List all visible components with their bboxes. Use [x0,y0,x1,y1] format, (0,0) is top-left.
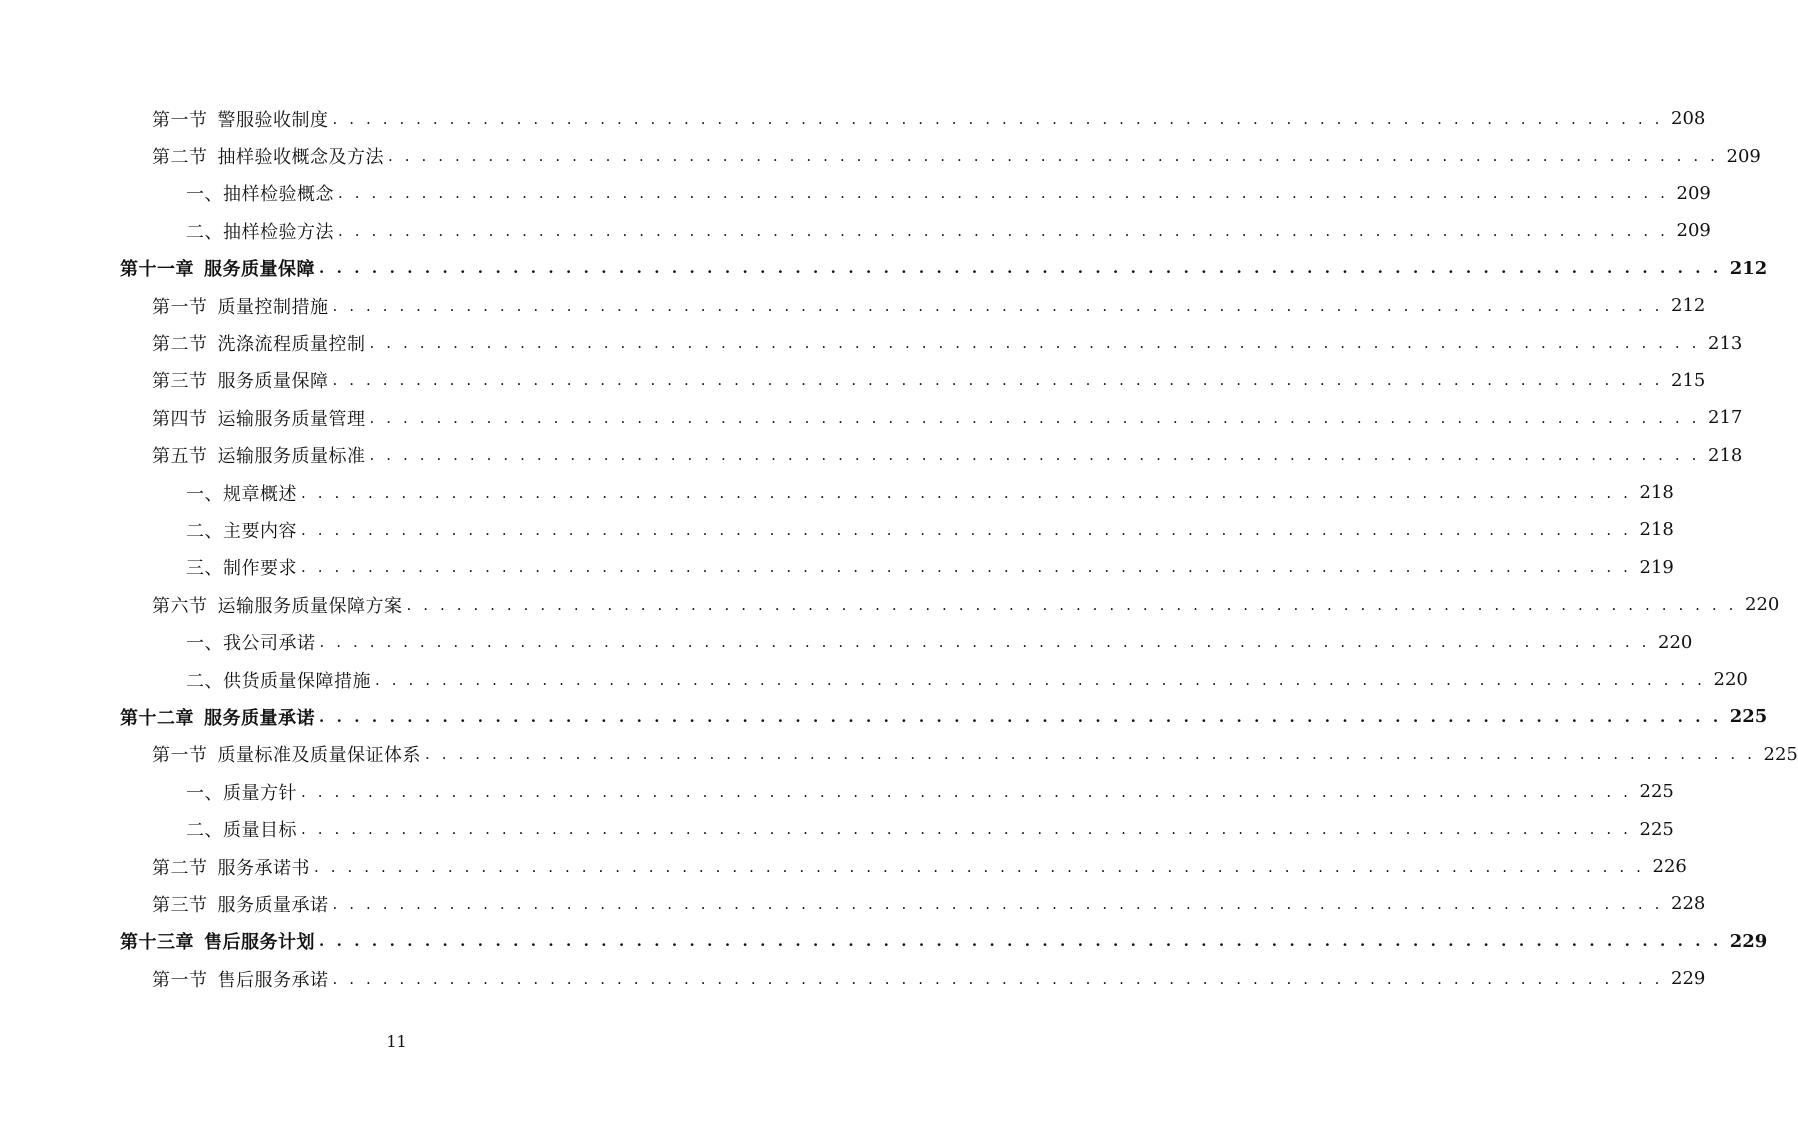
toc-entry-page: 217 [1708,407,1743,429]
toc-section-entry[interactable] [0,437,1743,474]
toc-entry-page: 212 [1671,295,1706,317]
toc-subsection-entry[interactable] [0,175,1711,212]
toc-entry-label [152,854,310,880]
toc-subsection-entry[interactable] [0,623,1693,660]
page-number: 11 [386,1032,407,1051]
toc-entry-label [120,255,315,281]
toc-subsection-entry[interactable] [0,661,1748,698]
toc-entry-page: 225 [1639,818,1674,840]
toc-entry-title: 二、抽样检验方法 [186,221,334,243]
toc-entry-label [152,293,329,319]
toc-entry-label [152,367,329,393]
table-of-contents [0,100,1798,997]
toc-section-entry[interactable] [0,736,1798,773]
toc-entry-title: 服务质量保障 [217,371,329,393]
toc-entry-page: 218 [1708,444,1743,466]
toc-entry-number: 第六节 [152,595,208,617]
dot-leader: . . . . . . . . . . . . . . . . . . . . . . . . . . . . . . . . . . . . . . . . . . . . . . . . . . . . . . . . . . . . . . . . . . . . . . . . . . . . . . . . [369,446,1701,465]
toc-entry-label [186,779,297,805]
toc-entry-title: 质量控制措施 [217,296,329,318]
toc-entry-number: 第三节 [152,894,208,916]
toc-entry-label [152,741,421,767]
dot-leader: . . . . . . . . . . . . . . . . . . . . . . . . . . . . . . . . . . . . . . . . . . . . . . . . . . . . . . . . . . . . . . . . . . . . . . . . . . . . . . . . [332,296,1664,315]
toc-entry-page: 215 [1671,369,1706,391]
toc-entry-label [186,816,297,842]
toc-entry-label [120,704,315,730]
toc-entry-page: 225 [1763,743,1798,765]
toc-entry-label [120,928,315,954]
toc-entry-title: 一、规章概述 [186,483,297,505]
toc-entry-page: 226 [1652,856,1687,877]
toc-section-entry[interactable] [0,586,1780,623]
dot-leader: . . . . . . . . . . . . . . . . . . . . . . . . . . . . . . . . . . . . . . . . . . . . . . . . . . . . . . . . . . . . . . . . . . . . . . . . . . . . . . . . [338,221,1669,240]
toc-entry-title: 服务承诺书 [217,857,310,879]
toc-entry-title: 二、主要内容 [186,520,297,542]
toc-entry-number: 第一节 [152,745,208,767]
toc-entry-title: 质量标准及质量保证体系 [217,745,421,767]
toc-section-entry[interactable] [0,960,1706,997]
toc-subsection-entry[interactable] [0,549,1674,586]
toc-entry-label [186,554,297,580]
toc-entry-title: 一、质量方针 [186,782,297,804]
dot-leader: . . . . . . . . . . . . . . . . . . . . . . . . . . . . . . . . . . . . . . . . . . . . . . . . . . . . . . . . . . . . . . . . . . . . . . . . . . . . . . . . [332,894,1664,913]
dot-leader: . . . . . . . . . . . . . . . . . . . . . . . . . . . . . . . . . . . . . . . . . . . . . . . . . . . . . . . . . . . . . . . . . . . . . . . . . . . . . . . . [332,371,1664,390]
toc-entry-number: 第一节 [152,109,208,131]
toc-section-entry[interactable] [0,362,1706,399]
dot-leader: . . . . . . . . . . . . . . . . . . . . . . . . . . . . . . . . . . . . . . . . . . . . . . . . . . . . . . . . . . . . . . . . . . . . . . . . . . . . . . . . [301,820,1632,839]
toc-entry-title: 二、质量目标 [186,820,297,842]
toc-entry-label [152,143,384,169]
dot-leader: . . . . . . . . . . . . . . . . . . . . . . . . . . . . . . . . . . . . . . . . . . . . . . . . . . . . . . . . . . . . . . . . . . . . . . . . . . . . . . . . [406,595,1738,614]
toc-entry-page: 208 [1671,108,1706,130]
dot-leader: . . . . . . . . . . . . . . . . . . . . . . . . . . . . . . . . . . . . . . . . . . . . . . . . . . . . . . . . . . . . . . . . . . . . . . . . . . . . . . . . [319,259,1722,278]
toc-entry-label [152,330,366,356]
toc-entry-label [186,480,297,506]
toc-section-entry[interactable] [0,324,1743,361]
dot-leader: . . . . . . . . . . . . . . . . . . . . . . . . . . . . . . . . . . . . . . . . . . . . . . . . . . . . . . . . . . . . . . . . . . . . . . . . . . . . . . . . [388,147,1719,166]
toc-entry-page: 209 [1676,182,1711,204]
toc-section-entry[interactable] [0,848,1687,885]
toc-entry-label [152,442,366,468]
toc-entry-page: 220 [1745,594,1780,616]
toc-entry-label [152,405,366,431]
toc-entry-label [186,517,297,543]
toc-entry-label [152,891,329,917]
toc-subsection-entry[interactable] [0,810,1674,847]
toc-entry-page: 218 [1639,519,1674,541]
toc-entry-title: 运输服务质量保障方案 [217,595,403,617]
toc-entry-page: 225 [1729,706,1768,728]
toc-entry-title: 警服验收制度 [217,109,329,131]
toc-entry-title: 运输服务质量管理 [217,408,366,430]
toc-entry-number: 第二节 [152,147,208,169]
toc-entry-label [186,218,334,244]
toc-entry-title: 一、我公司承诺 [186,633,316,655]
toc-entry-label [186,667,371,693]
dot-leader: . . . . . . . . . . . . . . . . . . . . . . . . . . . . . . . . . . . . . . . . . . . . . . . . . . . . . . . . . . . . . . . . . . . . . . . . . . . . . . . . [425,745,1756,764]
toc-entry-label [186,180,334,206]
toc-entry-label [186,629,316,655]
dot-leader: . . . . . . . . . . . . . . . . . . . . . . . . . . . . . . . . . . . . . . . . . . . . . . . . . . . . . . . . . . . . . . . . . . . . . . . . . . . . . . . . [319,633,1651,652]
dot-leader: . . . . . . . . . . . . . . . . . . . . . . . . . . . . . . . . . . . . . . . . . . . . . . . . . . . . . . . . . . . . . . . . . . . . . . . . . . . . . . . . [319,932,1722,951]
toc-entry-number: 第十一章 [120,259,194,281]
toc-section-entry[interactable] [0,137,1761,174]
toc-section-entry[interactable] [0,399,1743,436]
toc-entry-page: 218 [1639,482,1674,504]
dot-leader: . . . . . . . . . . . . . . . . . . . . . . . . . . . . . . . . . . . . . . . . . . . . . . . . . . . . . . . . . . . . . . . . . . . . . . . . . . . . . . . . [301,558,1632,577]
toc-entry-number: 第二节 [152,334,208,356]
toc-entry-page: 229 [1729,930,1768,952]
toc-entry-title: 售后服务计划 [204,932,315,954]
dot-leader: . . . . . . . . . . . . . . . . . . . . . . . . . . . . . . . . . . . . . . . . . . . . . . . . . . . . . . . . . . . . . . . . . . . . . . . . . . . . . . . . [301,483,1632,502]
toc-subsection-entry[interactable] [0,511,1674,548]
toc-subsection-entry[interactable] [0,474,1674,511]
dot-leader: . . . . . . . . . . . . . . . . . . . . . . . . . . . . . . . . . . . . . . . . . . . . . . . . . . . . . . . . . . . . . . . . . . . . . . . . . . . . . . . . [332,969,1664,988]
dot-leader: . . . . . . . . . . . . . . . . . . . . . . . . . . . . . . . . . . . . . . . . . . . . . . . . . . . . . . . . . . . . . . . . . . . . . . . . . . . . . . . . [338,184,1669,203]
dot-leader: . . . . . . . . . . . . . . . . . . . . . . . . . . . . . . . . . . . . . . . . . . . . . . . . . . . . . . . . . . . . . . . . . . . . . . . . . . . . . . . . [319,707,1722,726]
toc-entry-number: 第五节 [152,446,208,468]
toc-entry-label [152,966,329,992]
toc-entry-page: 220 [1658,631,1693,653]
toc-entry-title: 一、抽样检验概念 [186,184,334,206]
dot-leader: . . . . . . . . . . . . . . . . . . . . . . . . . . . . . . . . . . . . . . . . . . . . . . . . . . . . . . . . . . . . . . . . . . . . . . . . . . . . . . . . [369,408,1701,427]
toc-entry-page: 209 [1726,145,1761,167]
toc-entry-title: 服务质量承诺 [217,894,329,916]
dot-leader: . . . . . . . . . . . . . . . . . . . . . . . . . . . . . . . . . . . . . . . . . . . . . . . . . . . . . . . . . . . . . . . . . . . . . . . . . . . . . . . . [375,670,1706,689]
toc-entry-title: 售后服务承诺 [217,969,329,991]
dot-leader: . . . . . . . . . . . . . . . . . . . . . . . . . . . . . . . . . . . . . . . . . . . . . . . . . . . . . . . . . . . . . . . . . . . . . . . . . . . . . . . . [301,520,1632,539]
toc-section-entry[interactable] [0,100,1706,137]
toc-entry-number: 第三节 [152,371,208,393]
toc-subsection-entry[interactable] [0,212,1711,249]
toc-entry-number: 第一节 [152,969,208,991]
toc-entry-title: 服务质量保障 [204,259,315,281]
toc-entry-page: 228 [1671,893,1706,915]
toc-chapter-entry[interactable] [0,698,1768,735]
toc-entry-page: 219 [1639,556,1674,578]
dot-leader: . . . . . . . . . . . . . . . . . . . . . . . . . . . . . . . . . . . . . . . . . . . . . . . . . . . . . . . . . . . . . . . . . . . . . . . . . . . . . . . . [314,857,1645,876]
toc-entry-title: 二、供货质量保障措施 [186,670,371,692]
toc-entry-page: 212 [1729,257,1768,279]
toc-entry-label [152,592,403,618]
toc-entry-title: 服务质量承诺 [204,707,315,729]
toc-subsection-entry[interactable] [0,773,1674,810]
toc-entry-number: 第四节 [152,408,208,430]
toc-entry-number: 第二节 [152,857,208,879]
toc-entry-page: 229 [1671,968,1706,990]
toc-chapter-entry[interactable] [0,250,1768,287]
toc-entry-number: 第一节 [152,296,208,318]
dot-leader: . . . . . . . . . . . . . . . . . . . . . . . . . . . . . . . . . . . . . . . . . . . . . . . . . . . . . . . . . . . . . . . . . . . . . . . . . . . . . . . . [301,782,1632,801]
toc-entry-title: 三、制作要求 [186,558,297,580]
toc-entry-title: 洗涤流程质量控制 [217,334,366,356]
toc-section-entry[interactable] [0,287,1706,324]
toc-entry-title: 运输服务质量标准 [217,446,366,468]
toc-entry-label [152,106,329,132]
toc-chapter-entry[interactable] [0,923,1768,960]
dot-leader: . . . . . . . . . . . . . . . . . . . . . . . . . . . . . . . . . . . . . . . . . . . . . . . . . . . . . . . . . . . . . . . . . . . . . . . . . . . . . . . . [369,334,1701,353]
toc-entry-page: 213 [1708,332,1743,354]
toc-section-entry[interactable] [0,885,1706,922]
toc-entry-page: 225 [1639,781,1674,803]
toc-entry-number: 第十三章 [120,932,194,954]
toc-entry-page: 220 [1713,669,1748,691]
toc-entry-page: 209 [1676,220,1711,242]
toc-entry-number: 第十二章 [120,707,194,729]
toc-entry-title: 抽样验收概念及方法 [217,147,384,169]
dot-leader: . . . . . . . . . . . . . . . . . . . . . . . . . . . . . . . . . . . . . . . . . . . . . . . . . . . . . . . . . . . . . . . . . . . . . . . . . . . . . . . . [332,109,1664,128]
